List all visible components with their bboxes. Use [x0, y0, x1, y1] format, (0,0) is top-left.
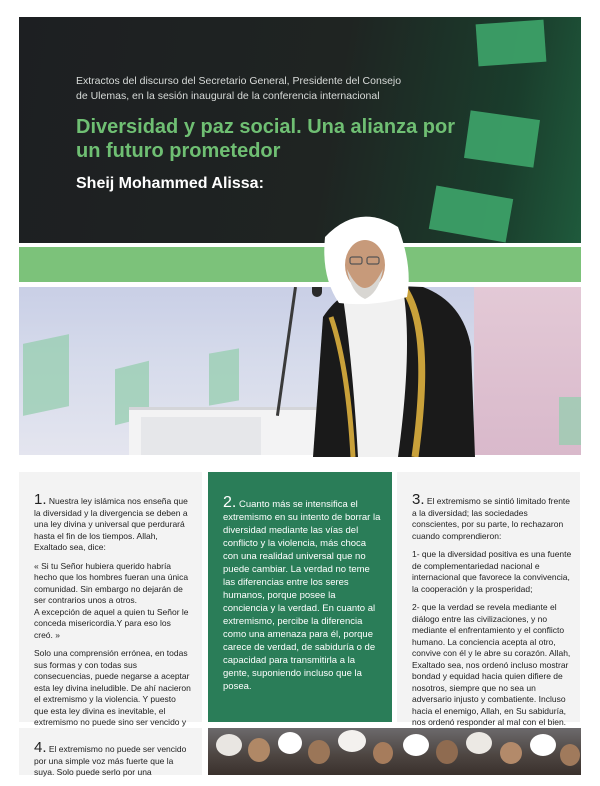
article-title: Diversidad y paz social. Una alianza por un futuro prometedor [76, 116, 456, 162]
section-paragraph: El extremismo se sintió limitado frente a la diversidad; las sociedades conscientes, por su parte, lo rechazaron cuando comprendieron: [412, 496, 571, 541]
background-square [23, 334, 69, 416]
intro-text: Extractos del discurso del Secretario General, Presidente del Consejo de Ulemas, en la sesión inaugural de la conferencia internacional [76, 75, 402, 102]
section-paragraph: Cuanto más se intensifica el extremismo en su intento de borrar la diversidad mediante las vías del conflicto y la violencia, más choca con una realidad universal que no puede cambiar. La verdad no teme las diferencias entre los seres humanos, porque posee la conciencia y la verdad. En cuanto al extremismo, percibe la diferencia como una amenaza para él, porque carece de verdad, de sabiduría o de capacidad para transmitirla a la gente, suponiendo incluso que la posea. [223, 499, 381, 692]
section-2-panel [208, 472, 392, 722]
section-paragraph: Solo una comprensión errónea, en todas sus formas y con todas sus consecuencias, puede negarse a aceptar esta ley divina ineludible. De ahí nacieron el extremismo y la violencia. Y puesto que esta ley divina es inevitable, el extremismo no puede sino ser vencido y [34, 648, 191, 727]
section-number: 1. [34, 491, 47, 508]
section-paragraph: 2- que la verdad se revela mediante el diálogo entre las civilizaciones, y no mediante el enfrentamiento y el conflicto humano. La conciencia acepta al otro, convive con él y le abre su corazón. Allah, Exaltado sea, nos ordenó incluso mostrar bondad y equidad hacia quien difiere de nosotros, siempre que no sea un adversario injusto y combatiente. Incluso hacia el enemigo, Allah, en Su sabiduría, nos ordenó responder al mal con el bien. [412, 602, 571, 727]
microphone-stand [276, 287, 297, 416]
section-number: 4. [34, 739, 47, 756]
decorative-square [464, 110, 540, 167]
section-4-panel [19, 728, 202, 775]
background-square [559, 397, 581, 445]
background-square [209, 348, 239, 405]
hero-banner [19, 17, 581, 243]
section-paragraph: 1- que la diversidad positiva es una fuente de complementariedad nacional e internacional que favorece la convivencia, la cooperación y la prosperidad; [412, 549, 572, 594]
green-band [19, 247, 581, 282]
section-paragraph: El extremismo no puede ser vencido por una simple voz más fuerte que la suya. Solo puede serlo por una [34, 744, 187, 777]
section-1-panel [19, 472, 202, 727]
speaker-figure [303, 207, 483, 457]
section-number: 2. [223, 494, 237, 511]
section-paragraph: Nuestra ley islámica nos enseña que la diversidad y la divergencia se deben a una ley divina y universal que perdurará hasta el fin de los tiempos. Allah, Exaltado sea, dice: [34, 496, 188, 552]
speaker-photo [19, 287, 581, 455]
podium-front [141, 417, 261, 455]
section-quote: « Si tu Señor hubiera querido habría hecho que los hombres fueran una única comunidad. Sin embargo no dejarán de ser contrarios unos a otros. [34, 560, 189, 605]
decorative-square [476, 20, 547, 67]
section-4-text [34, 739, 192, 786]
section-3-panel [397, 472, 580, 727]
crowd-photo [208, 728, 581, 775]
section-number: 3. [412, 491, 425, 508]
section-2-text [223, 496, 381, 700]
section-1-text [34, 491, 192, 747]
section-quote: A excepción de aquel a quien tu Señor le conceda misericordia.Y para eso los creó. » [34, 606, 189, 640]
section-3-text [412, 491, 572, 736]
author-name: Sheij Mohammed Alissa: [76, 175, 264, 192]
